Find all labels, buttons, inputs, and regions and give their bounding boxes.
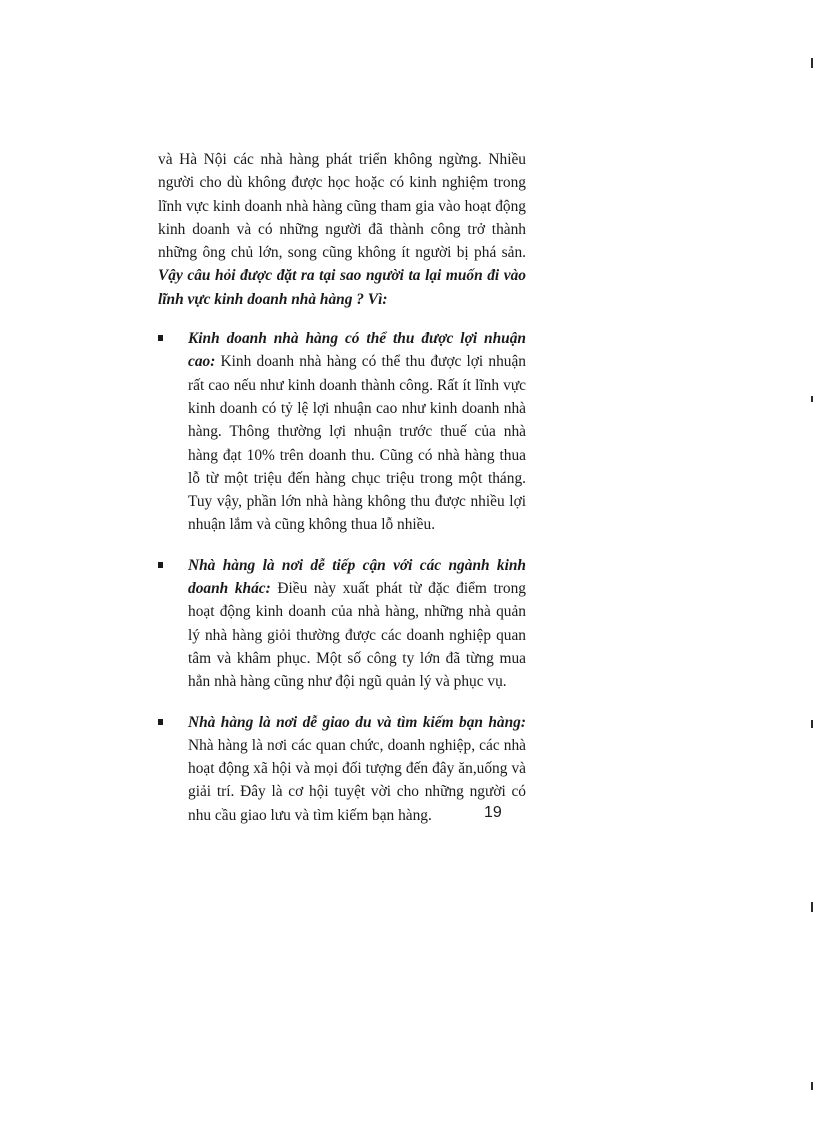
bullet-square-icon [158, 335, 163, 341]
bullet-square-icon [158, 562, 163, 568]
reasons-list [158, 327, 526, 827]
bullet-title: Nhà hàng là nơi dễ giao du và tìm kiếm bạn hàng: [188, 713, 526, 731]
scan-artifact [811, 1082, 813, 1090]
bullet-body: Nhà hàng là nơi các quan chức, doanh nghiệp, các nhà hoạt động xã hội và mọi đối tượng đến đây ăn,uống và giải trí. Đây là cơ hội tuyệt vời cho những người có nhu cầu giao lưu và tìm kiếm bạn hàng. [188, 736, 526, 824]
intro-text: và Hà Nội các nhà hàng phát triển không ngừng. Nhiều người cho dù không được học hoặc có kinh nghiệm trong lĩnh vực kinh doanh nhà hàng cũng tham gia vào hoạt động kinh doanh và có những người đã thành công trở thành những ông chủ lớn, song cũng không ít người bị phá sản. [158, 151, 526, 262]
list-item [158, 327, 526, 537]
scan-artifact [811, 58, 813, 68]
bullet-square-icon [158, 719, 163, 725]
scan-artifact [811, 396, 813, 402]
bullet-body: Điều này xuất phát từ đặc điểm trong hoạt động kinh doanh của nhà hàng, những nhà quản lý nhà hàng giỏi thường được các doanh nghiệp quan tâm và khâm phục. Một số công ty lớn đã từng mua hẳn nhà hàng cũng như đội ngũ quản lý và phục vụ. [188, 580, 526, 691]
list-item [158, 554, 526, 694]
list-item [158, 711, 526, 827]
question-text: Vậy câu hỏi được đặt ra tại sao người ta lại muốn đi vào lĩnh vực kinh doanh nhà hàng ? Vì: [158, 267, 526, 308]
page-number: 19 [484, 804, 502, 821]
bullet-body: Kinh doanh nhà hàng có thể thu được lợi nhuận rất cao nếu như kinh doanh thành công. Rất ít lĩnh vực kinh doanh có tỷ lệ lợi nhuận cao như kinh doanh nhà hàng. Thông thường lợi nhuận trước thuế của nhà hàng đạt 10% trên doanh thu. Cũng có nhà hàng thua lỗ từ một triệu đến hàng chục triệu trong một tháng. Tuy vậy, phần lớn nhà hàng không thu được nhiều lợi nhuận lắm và cũng không thua lỗ nhiều. [188, 353, 526, 534]
intro-paragraph [158, 148, 526, 311]
scan-artifact [811, 720, 813, 728]
bullet-title: Nhà hàng là nơi dễ tiếp cận với các ngành kinh doanh khác: [188, 556, 526, 598]
scan-artifact [811, 902, 813, 912]
body-text [158, 148, 526, 827]
bullet-title: Kinh doanh nhà hàng có thể thu được lợi nhuận cao: [188, 330, 526, 371]
